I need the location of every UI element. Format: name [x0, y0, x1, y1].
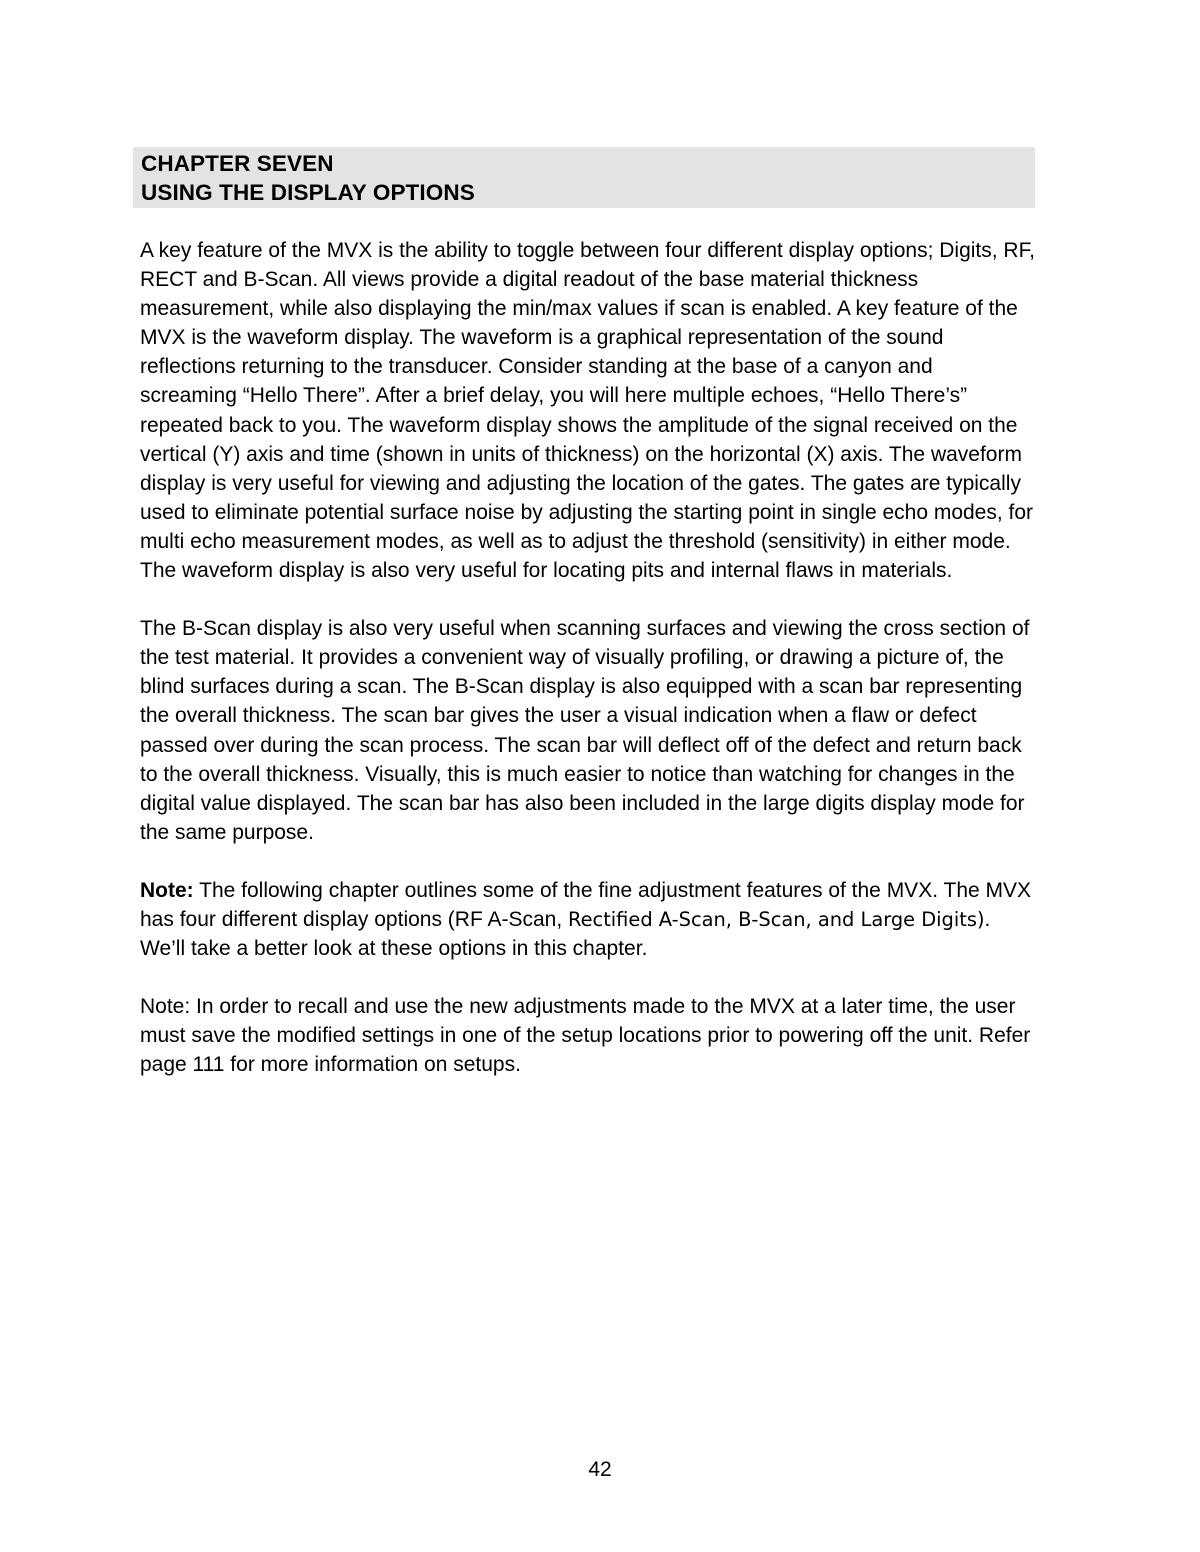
note-text-part-1: The following chapter outlines some of the fine adjustment features of the MVX. The MVX has four different display options (RF A-Scan,: [140, 878, 1032, 931]
paragraph-note-saving-setups: Note: In order to recall and use the new adjustments made to the MVX at a later time, the user must save the modified settings in one of the setup locations prior to powering off the unit. Refer page 111 for more information on setups.: [140, 995, 1031, 1077]
paragraph-note-display-options: [140, 876, 1035, 963]
note-label-bold: Note:: [140, 878, 194, 902]
page-number: 42: [588, 1458, 612, 1481]
chapter-title-line-1: CHAPTER SEVEN: [141, 151, 334, 176]
body-text-column: [140, 236, 1035, 1079]
note-text-part-3: . We’ll take a better look at these options in this chapter.: [140, 907, 991, 961]
note-text-display-modes: Rectified A-Scan, B-Scan, and Large Digits): [568, 907, 985, 931]
chapter-heading-band: [133, 147, 1035, 208]
paragraph-display-options-overview: A key feature of the MVX is the ability to toggle between four different display options; Digits, RF, RECT and B-Scan. All views provide a digital readout of the base material thickness measurement, while also displaying the min/max values if scan is enabled. A key feature of the MVX is the waveform display. The waveform is a graphical representation of the sound reflections returning to the transducer. Consider standing at the base of a canyon and screaming “Hello There”. After a brief delay, you will here multiple echoes, “Hello There’s” repeated back to you. The waveform display shows the amplitude of the signal received on the vertical (Y) axis and time (shown in units of thickness) on the horizontal (X) axis. The waveform display is very useful for viewing and adjusting the location of the gates. The gates are typically used to eliminate potential surface noise by adjusting the starting point in single echo modes, for multi echo measurement modes, as well as to adjust the threshold (sensitivity) in either mode. The waveform display is also very useful for locating pits and internal flaws in materials.: [140, 239, 1035, 583]
chapter-title-line-2: USING THE DISPLAY OPTIONS: [141, 180, 475, 205]
paragraph-bscan-description: The B-Scan display is also very useful when scanning surfaces and viewing the cross section of the test material. It provides a convenient way of visually profiling, or drawing a picture of, the blind surfaces during a scan. The B-Scan display is also equipped with a scan bar representing the overall thickness. The scan bar gives the user a visual indication when a flaw or defect passed over during the scan process. The scan bar will deflect off of the defect and return back to the overall thickness. Visually, this is much easier to notice than watching for changes in the digital value displayed. The scan bar has also been included in the large digits display mode for the same purpose.: [140, 617, 1030, 844]
